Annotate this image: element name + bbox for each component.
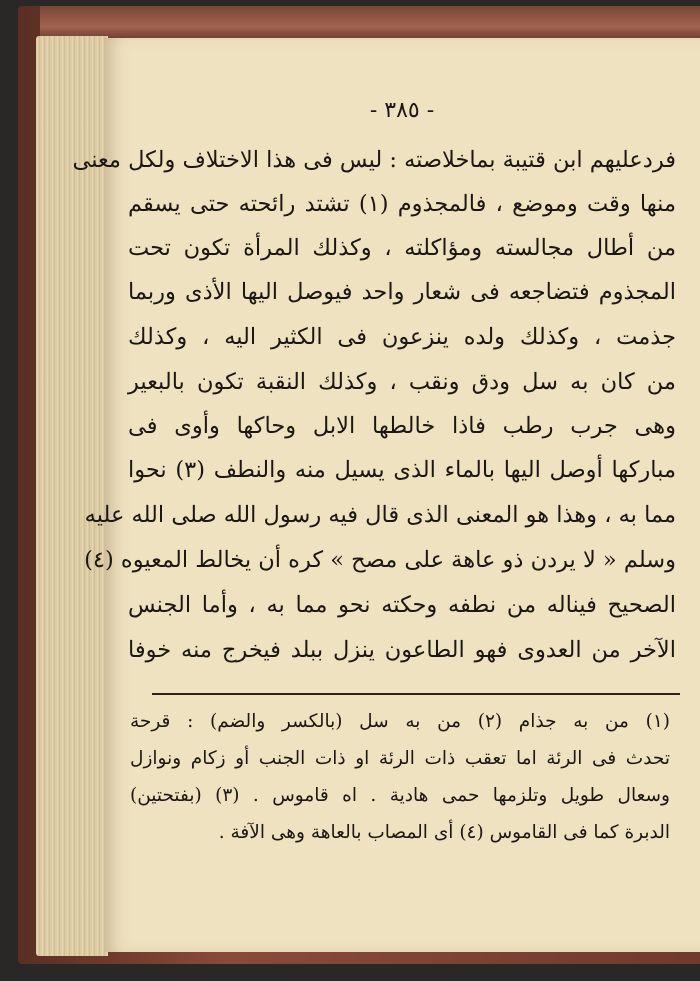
page-number: - ٣٨٥ - [369,98,435,123]
footnote-line: وسعال طويل وتلزمها حمى هادية . اه قاموس . (٣) (بفتحتين) [130,785,670,806]
footnote-line: الدبرة كما فى القاموس (٤) أى المصاب بالعاهة وهى الآفة . [218,822,670,843]
body-line: مما به ، وهذا هو المعنى الذى قال فيه رسول الله صلى الله عليه [84,502,676,528]
body-line: الآخر من العدوى فهو الطاعون ينزل ببلد فيخرج منه خوفا [128,637,676,663]
page-stack-edge [36,36,108,956]
body-line: المجذوم فتضاجعه فى شعار واحد فيوصل اليها الأذى وربما [128,279,676,305]
page-text [72,38,700,952]
body-line: فردعليهم ابن قتيبة بماخلاصته : ليس فى هذا الاختلاف ولكل معنى [72,147,676,173]
footnote-line: تحدث فى الرئة اما تعقب ذات الرئة او ذات الجنب أو زكام ونوازل [130,748,670,769]
body-line: وسلم « لا يردن ذو عاهة على مصح » كره أن يخالط المعيوه (٤) [84,547,676,573]
body-line: الصحيح فيناله من نطفه وحكته نحو مما به ، وأما الجنس [128,592,676,618]
book-page [72,38,700,952]
book-cover-top [40,6,700,40]
body-line: جذمت ، وكذلك ولده ينزعون فى الكثير اليه ، وكذلك [128,324,676,350]
body-line: من كان به سل ودق ونقب ، وكذلك النقبة تكون بالبعير [128,369,676,395]
body-line: منها وقت وموضع ، فالمجذوم (١) تشتد رائحته حتى يسقم [128,191,676,217]
footnote-line: (١) من به جذام (٢) من به سل (بالكسر والضم) : قرحة [130,711,670,732]
body-line: من أطال مجالسته ومؤاكلته ، وكذلك المرأة تكون تحت [128,235,676,261]
body-line: وهى جرب رطب فاذا خالطها الابل وحاكها وأوى فى [128,413,676,439]
footnote-divider [152,693,680,695]
body-line: مباركها أوصل اليها بالماء الذى يسيل منه والنطف (٣) نحوا [128,457,676,483]
